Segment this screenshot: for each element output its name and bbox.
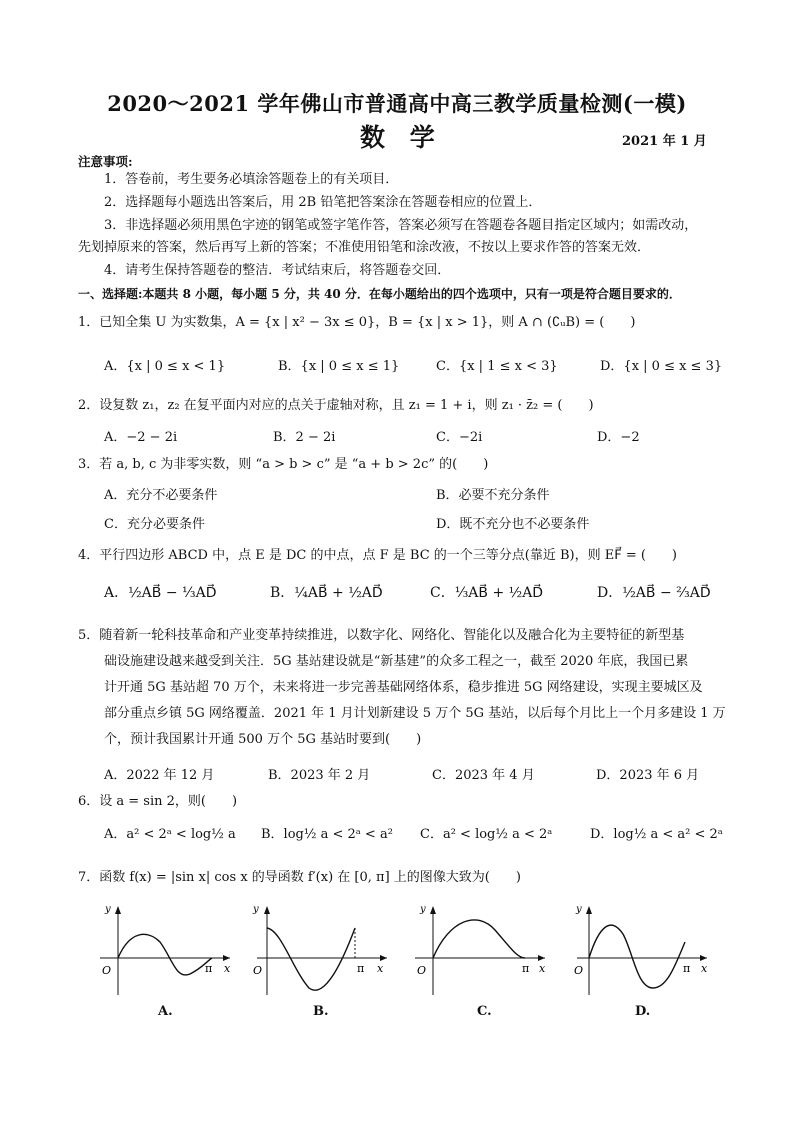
graph-b [247,900,397,1000]
question-5-line: 个，预计我国累计开通 500 万个 5G 基站时要到( ) [104,732,422,747]
q4-option-b: B．¼AB⃗ + ½AD⃗ [270,585,383,601]
graph-c-y-label: y [420,904,426,915]
question-4-stem: 4．平行四边形 ABCD 中，点 E 是 DC 的中点，点 F 是 BC 的一个三等分点(靠近 B)，则 EF⃗ = ( ) [78,548,677,563]
notice-heading: 注意事项: [78,154,133,169]
graph-d-origin: O [574,964,584,977]
q5-option-d: D．2023 年 6 月 [596,768,700,783]
q2-option-a: A．−2 − 2i [104,430,178,445]
q4-option-d: D．½AB⃗ − ⅔AD⃗ [597,585,711,601]
q1-option-d: D．{x | 0 ≤ x ≤ 3} [600,359,723,374]
graph-b-pi: π [357,962,365,975]
q2-option-c: C．−2i [436,430,483,445]
graph-a [90,900,240,1000]
q6-option-a: A．a² < 2ᵃ < log½ a [104,827,236,842]
graph-a-label: A. [158,1004,173,1019]
question-5-line: 5．随着新一轮科技革命和产业变革持续推进，以数字化、网络化、智能化以及融合化为主要特征的新型基 [78,628,685,643]
q5-option-c: C．2023 年 4 月 [432,768,535,783]
q4-option-a: A．½AB⃗ − ⅓AD⃗ [104,585,217,601]
graph-d-y-label: y [576,904,582,915]
graph-c-x-label: x [539,962,546,975]
notice-item: 3．非选择题必须用黑色字迹的钢笔或签字笔作答，答案必须写在答题卷各题目指定区域内；如需改动， [104,218,698,233]
question-5-line: 部分重点乡镇 5G 网络覆盖．2021 年 1 月计划新建设 5 万个 5G 基站，以后每个月比上一个月多建设 1 万 [104,706,726,721]
question-6-stem: 6．设 a = sin 2，则( ) [78,794,238,809]
question-5-line: 础设施建设越来越受到关注．5G 基站建设就是“新基建”的众多工程之一，截至 2020 年底，我国已累 [104,654,689,669]
q5-option-a: A．2022 年 12 月 [104,768,215,783]
exam-title: 2020～2021 学年佛山市普通高中高三教学质量检测(一模) [107,91,687,116]
graph-c [405,900,555,1000]
graph-b-x-label: x [377,962,384,975]
graph-d-pi: π [683,962,691,975]
q3-option-b: B．必要不充分条件 [436,488,550,503]
notice-item: 2．选择题每小题选出答案后，用 2B 铅笔把答案涂在答题卷相应的位置上． [104,195,542,210]
q6-option-c: C．a² < log½ a < 2ᵃ [420,827,553,842]
graph-b-y-label: y [253,904,259,915]
q4-option-c: C．⅓AB⃗ + ½AD⃗ [430,585,544,601]
graph-c-origin: O [417,964,427,977]
question-7-stem: 7．函数 f(x) = |sin x| cos x 的导函数 f′(x) 在 [0, π] 上的图像大致为( ) [78,870,521,885]
graph-a-origin: O [102,964,112,977]
q6-option-b: B．log½ a < 2ᵃ < a² [261,827,393,842]
q3-option-c: C．充分必要条件 [104,517,205,532]
notice-item: 4．请考生保持答题卷的整洁．考试结束后，将答题卷交回． [104,263,451,278]
question-3-stem: 3．若 a, b, c 为非零实数，则 “a > b > c” 是 “a + b > 2c” 的( ) [78,457,489,472]
question-2-stem: 2．设复数 z₁，z₂ 在复平面内对应的点关于虚轴对称，且 z₁ = 1 + i，则 z₁ · z̄₂ = ( ) [78,398,594,413]
q1-option-a: A．{x | 0 ≤ x < 1} [104,359,226,374]
graph-c-label: C. [477,1004,492,1019]
q5-option-b: B．2023 年 2 月 [268,768,371,783]
graph-a-y-label: y [105,904,111,915]
q6-option-d: D．log½ a < a² < 2ᵃ [590,827,723,842]
q2-option-b: B．2 − 2i [273,430,336,445]
exam-date: 2021 年 1 月 [622,134,707,149]
question-1-stem: 1．已知全集 U 为实数集，A = {x | x² − 3x ≤ 0}，B = {x | x > 1}，则 A ∩ (∁ᵤB) = ( ) [78,315,636,330]
graph-d-label: D. [635,1004,651,1019]
q2-option-d: D．−2 [597,430,640,445]
notice-item: 先划掉原来的答案，然后再写上新的答案；不准使用铅笔和涂改液，不按以上要求作答的答案无效． [78,240,651,255]
subject-title: 数 学 [360,123,443,152]
q3-option-a: A．充分不必要条件 [104,488,218,503]
graph-d [567,900,717,1000]
graph-b-label: B. [313,1004,329,1019]
question-5-line: 计开通 5G 基站超 70 万个，未来将进一步完善基础网络体系，稳步推进 5G 网络建设，实现主要城区及 [104,680,703,695]
graph-a-x-label: x [224,962,231,975]
notice-item: 1．答卷前，考生要务必填涂答题卷上的有关项目． [104,172,399,187]
section-heading: 一、选择题:本题共 8 小题，每小题 5 分，共 40 分．在每小题给出的四个选项中，只有一项是符合题目要求的． [78,287,681,301]
q1-option-c: C．{x | 1 ≤ x < 3} [436,359,558,374]
q1-option-b: B．{x | 0 ≤ x ≤ 1} [278,359,400,374]
graph-a-pi: π [205,962,213,975]
q3-option-d: D．既不充分也不必要条件 [436,517,590,532]
graph-b-origin: O [253,964,263,977]
graph-c-pi: π [522,962,530,975]
graph-d-x-label: x [701,962,708,975]
